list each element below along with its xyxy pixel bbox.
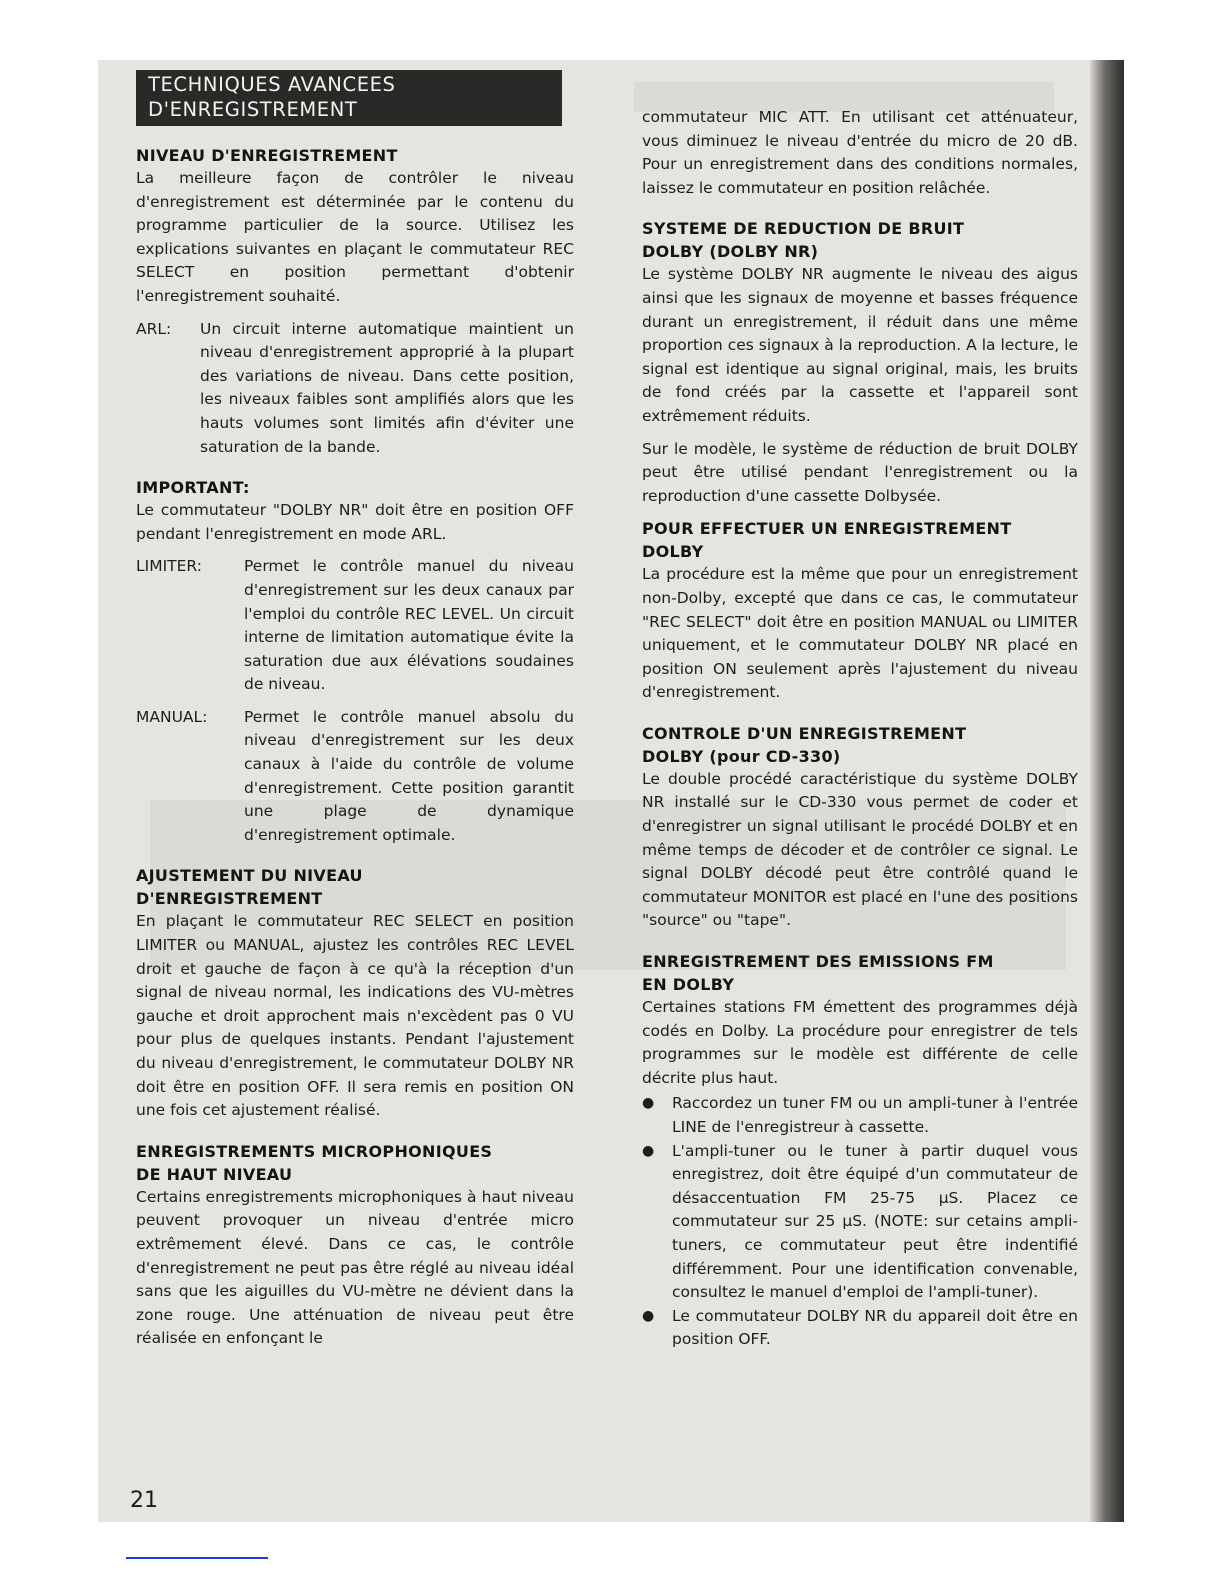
page-number: 21	[130, 1488, 158, 1513]
desc-limiter: Permet le contrôle manuel du niveau d'enregistrement sur les deux canaux par l'emploi du contrôle REC LEVEL. Un circuit interne de limitation automatique évite la saturation due aux élévations soudaines de niveau.	[244, 557, 574, 694]
fm-bullet-list	[642, 1092, 1078, 1352]
paragraph-niveau: La meilleure façon de contrôler le niveau d'enregistrement est déterminée par le contenu du programme particulier de la source. Utilisez les explications suivantes en plaçant le commutateur REC SELECT en position permettant d'obtenir l'enregistrement souhaité.	[136, 169, 574, 305]
heading-line: EN DOLBY	[642, 975, 735, 995]
heading-fm	[642, 950, 1078, 996]
heading-controle	[642, 722, 1078, 768]
heading-line: AJUSTEMENT DU NIVEAU	[136, 866, 363, 886]
desc-manual: Permet le contrôle manuel absolu du niveau d'enregistrement sur les deux canaux à l'aide du contrôle de volume d'enregistrement. Cette position garantit une plage de dynamique d'enregistrement optimale.	[244, 707, 574, 844]
banner-line: TECHNIQUES AVANCEES	[148, 73, 396, 96]
list-item-text: Le commutateur DOLBY NR du appareil doit être en position OFF.	[672, 1306, 1078, 1349]
heading-line: D'ENREGISTREMENT	[136, 889, 323, 909]
heading-line: DOLBY (pour CD-330)	[642, 746, 841, 766]
heading-line: SYSTEME DE REDUCTION DE BRUIT	[642, 219, 965, 239]
paragraph-continued: commutateur MIC ATT. En utilisant cet atténuateur, vous diminuez le niveau d'entrée du micro de 20 dB. Pour un enregistrement dans des conditions normales, laissez le commutateur en position relâchée.	[642, 108, 1078, 197]
heading-line: DE HAUT NIVEAU	[136, 1164, 293, 1184]
heading-line: ENREGISTREMENT DES EMISSIONS FM	[642, 952, 994, 972]
heading-line: DOLBY	[642, 542, 704, 562]
heading-line: POUR EFFECTUER UN ENREGISTREMENT	[642, 519, 1012, 539]
bullet-icon: ●	[642, 1095, 655, 1112]
heading-systeme	[642, 217, 1078, 263]
desc-arl: Un circuit interne automatique maintient un niveau d'enregistrement approprié à la plupart des variations de niveau. Dans cette position, les niveaux faibles sont amplifiés alors que les hauts volumes sont limités afin d'éviter une saturation de la bande.	[200, 319, 574, 456]
term-limiter: LIMITER:	[136, 557, 202, 576]
term-manual: MANUAL:	[136, 707, 208, 726]
paragraph-important: Le commutateur "DOLBY NR" doit être en position OFF pendant l'enregistrement en mode ARL.	[136, 501, 574, 543]
section-banner	[136, 70, 562, 126]
heading-micro	[136, 1140, 574, 1186]
link-underline	[126, 1557, 268, 1559]
list-item	[642, 1092, 1078, 1139]
list-item-text: L'ampli-tuner ou le tuner à partir duquel vous enregistrez, doit être équipé d'un commutateur de désaccentuation FM 25-75 µS. Placez ce commutateur sur 25 µS. (NOTE: sur cetains ampli-tuners, ce commutateur peut être indentifié différemment. Pour une identification convenable, consultez le manuel d'emploi de l'ampli-tuner).	[672, 1141, 1078, 1302]
list-item-text: Raccordez un tuner FM ou un ampli-tuner à l'entrée LINE de l'enregistreur à cassette.	[672, 1094, 1078, 1136]
heading-line: DOLBY (DOLBY NR)	[642, 242, 819, 262]
definition-manual	[136, 706, 574, 848]
definition-arl	[136, 318, 574, 460]
paragraph-fm: Certaines stations FM émettent des programmes déjà codés en Dolby. La procédure pour enregistrer de tels programmes sur le modèle est différente de celle décrite plus haut.	[642, 998, 1078, 1087]
banner-line: D'ENREGISTREMENT	[148, 98, 358, 121]
right-column	[642, 106, 1078, 1352]
heading-effectuer	[642, 517, 1078, 563]
paragraph-systeme-1: Le système DOLBY NR augmente le niveau des aigus ainsi que les signaux de moyenne et basses fréquence durant un enregistrement, il réduit dans une même proportion ces signaux à la reproduction. A la lecture, le signal est identique au signal original, mais, les bruits de fond créés par la cassette et l'appareil sont extrêmement réduits.	[642, 265, 1078, 425]
paragraph-micro: Certains enregistrements microphoniques à haut niveau peuvent provoquer un niveau d'entrée micro extrêmement élevé. Dans ce cas, le contrôle d'enregistrement ne peut pas être réglé au niveau idéal sans que les aiguilles du VU-mètre ne dévient dans la zone rouge. Une atténuation de niveau peut être réalisée en enfonçant le	[136, 1187, 574, 1348]
paragraph-controle: Le double procédé caractéristique du système DOLBY NR installé sur le CD-330 vous permet de coder et d'enregistrer un signal utilisant le procédé DOLBY et en même temps de décoder et de contrôler ce signal. Le signal DOLBY décodé peut être contrôlé quand le commutateur MONITOR est placé en l'une des positions "source" ou "tape".	[642, 769, 1078, 930]
paragraph-systeme-2: Sur le modèle, le système de réduction de bruit DOLBY peut être utilisé pendant l'enregistrement ou la reproduction d'une cassette Dolbysée.	[642, 439, 1078, 505]
page-edge-shadow	[1090, 60, 1124, 1522]
heading-niveau: NIVEAU D'ENREGISTREMENT	[136, 146, 398, 165]
paragraph-ajustement: En plaçant le commutateur REC SELECT en position LIMITER ou MANUAL, ajustez les contrôles REC LEVEL droit et gauche de façon à ce qu'à la réception d'un signal de niveau normal, les indications des VU-mètres gauche et droit approchent mais n'excèdent pas 0 VU pour plus de quelques instants. Pendant l'ajustement du niveau d'enregistrement, le commutateur DOLBY NR doit être en position OFF. Il sera remis en position ON une fois cet ajustement réalisé.	[136, 912, 574, 1120]
bullet-icon: ●	[642, 1142, 655, 1159]
list-item	[642, 1140, 1078, 1305]
heading-ajustement	[136, 864, 574, 910]
list-item	[642, 1305, 1078, 1352]
scanned-page	[98, 60, 1124, 1522]
heading-line: ENREGISTREMENTS MICROPHONIQUES	[136, 1141, 493, 1161]
left-column	[136, 70, 574, 1360]
term-arl: ARL:	[136, 319, 172, 338]
definition-limiter	[136, 555, 574, 697]
bullet-icon: ●	[642, 1307, 655, 1324]
heading-important: IMPORTANT:	[136, 478, 250, 498]
paragraph-effectuer: La procédure est la même que pour un enregistrement non-Dolby, excepté que dans ce cas, le commutateur "REC SELECT" doit être en position MANUAL ou LIMITER uniquement, et le commutateur DOLBY NR placé en position ON seulement après l'ajustement du niveau d'enregistrement.	[642, 565, 1078, 702]
heading-line: CONTROLE D'UN ENREGISTREMENT	[642, 723, 967, 743]
